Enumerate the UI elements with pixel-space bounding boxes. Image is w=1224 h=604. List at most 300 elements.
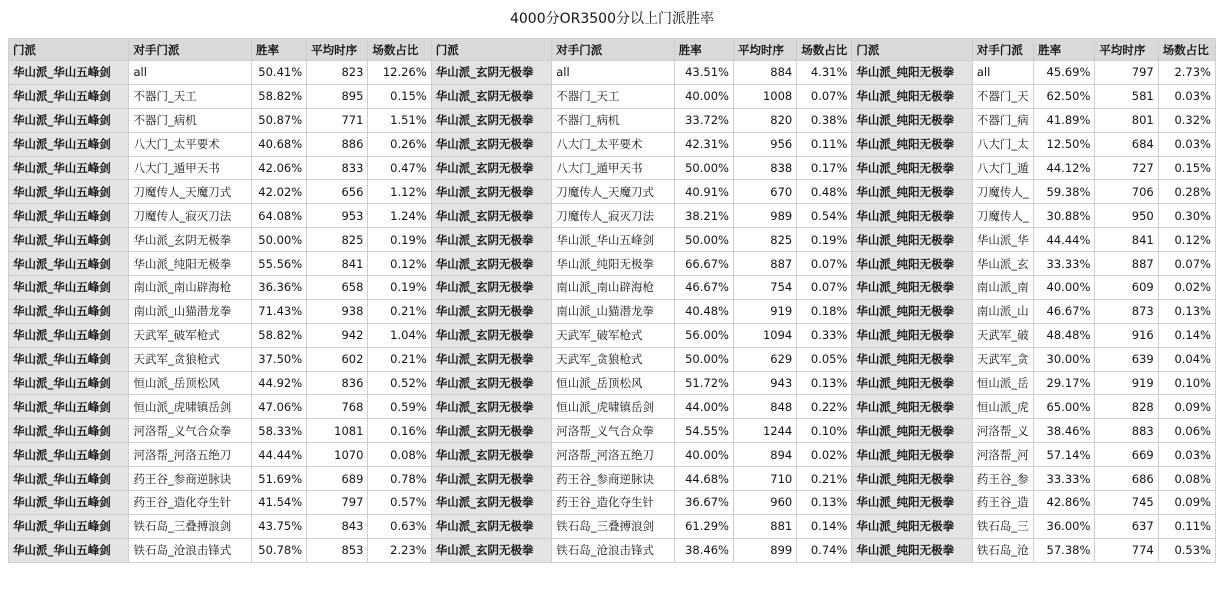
win-rate-cell: 57.38% — [1034, 538, 1095, 562]
share-cell: 0.18% — [797, 299, 852, 323]
sect-cell: 华山派_华山五峰剑 — [9, 371, 129, 395]
opponent-cell: 不器门_天 — [972, 84, 1033, 108]
win-rate-cell: 50.41% — [252, 61, 307, 85]
avg-time-cell: 774 — [1095, 538, 1158, 562]
win-rate-cell: 36.67% — [674, 491, 733, 515]
share-cell: 0.33% — [797, 323, 852, 347]
share-cell: 0.16% — [368, 419, 431, 443]
win-rate-cell: 51.69% — [252, 467, 307, 491]
opponent-cell: 河洛帮_义气合众拳 — [129, 419, 252, 443]
opponent-cell: 铁石岛_三叠搏浪剑 — [552, 514, 675, 538]
sect-cell: 华山派_华山五峰剑 — [9, 108, 129, 132]
sect-cell: 华山派_玄阴无极拳 — [431, 156, 551, 180]
avg-time-cell: 894 — [733, 443, 796, 467]
avg-time-cell: 895 — [307, 84, 368, 108]
win-rate-cell: 59.38% — [1034, 180, 1095, 204]
column-header[interactable]: 胜率 — [674, 39, 733, 61]
header-row — [9, 39, 1216, 61]
sect-cell: 华山派_纯阳无极拳 — [852, 395, 972, 419]
win-rate-cell: 50.00% — [674, 156, 733, 180]
win-rate-cell: 65.00% — [1034, 395, 1095, 419]
sect-cell: 华山派_玄阴无极拳 — [431, 61, 551, 85]
opponent-cell: 恒山派_岳顶松风 — [129, 371, 252, 395]
table-row — [9, 514, 1216, 538]
sect-cell: 华山派_玄阴无极拳 — [431, 419, 551, 443]
win-rate-cell: 56.00% — [674, 323, 733, 347]
opponent-cell: 华山派_纯阳无极拳 — [129, 252, 252, 276]
share-cell: 0.52% — [368, 371, 431, 395]
opponent-cell: 河洛帮_义 — [972, 419, 1033, 443]
opponent-cell: 南山派_山猫潜龙拳 — [552, 299, 675, 323]
opponent-cell: 南山派_南 — [972, 276, 1033, 300]
share-cell: 0.21% — [368, 347, 431, 371]
opponent-cell: 河洛帮_河 — [972, 443, 1033, 467]
share-cell: 0.19% — [368, 276, 431, 300]
sect-cell: 华山派_玄阴无极拳 — [431, 180, 551, 204]
win-rate-cell: 66.67% — [674, 252, 733, 276]
sect-cell: 华山派_华山五峰剑 — [9, 347, 129, 371]
table-row — [9, 84, 1216, 108]
share-cell: 0.02% — [797, 443, 852, 467]
opponent-cell: 天武军_破军枪式 — [552, 323, 675, 347]
win-rate-cell: 33.72% — [674, 108, 733, 132]
win-rate-cell: 46.67% — [674, 276, 733, 300]
win-rate-cell: 45.69% — [1034, 61, 1095, 85]
win-rate-cell: 41.54% — [252, 491, 307, 515]
sect-cell: 华山派_华山五峰剑 — [9, 323, 129, 347]
share-cell: 0.28% — [1158, 180, 1215, 204]
share-cell: 0.13% — [797, 491, 852, 515]
opponent-cell: 八大门_太平要术 — [129, 132, 252, 156]
opponent-cell: 八大门_遁 — [972, 156, 1033, 180]
avg-time-cell: 637 — [1095, 514, 1158, 538]
share-cell: 0.07% — [797, 276, 852, 300]
sect-cell: 华山派_玄阴无极拳 — [431, 467, 551, 491]
win-rate-cell: 50.00% — [674, 347, 733, 371]
win-rate-cell: 58.82% — [252, 323, 307, 347]
table-row — [9, 538, 1216, 562]
share-cell: 0.57% — [368, 491, 431, 515]
sect-cell: 华山派_华山五峰剑 — [9, 276, 129, 300]
sect-cell: 华山派_华山五峰剑 — [9, 443, 129, 467]
opponent-cell: 刀魔传人_天魔刀式 — [129, 180, 252, 204]
share-cell: 1.04% — [368, 323, 431, 347]
opponent-cell: 河洛帮_河洛五绝刀 — [129, 443, 252, 467]
avg-time-cell: 953 — [307, 204, 368, 228]
share-cell: 0.13% — [1158, 299, 1215, 323]
share-cell: 0.08% — [368, 443, 431, 467]
column-header[interactable]: 平均时序 — [1095, 39, 1158, 61]
avg-time-cell: 581 — [1095, 84, 1158, 108]
avg-time-cell: 916 — [1095, 323, 1158, 347]
opponent-cell: 天武军_破 — [972, 323, 1033, 347]
sect-cell: 华山派_华山五峰剑 — [9, 419, 129, 443]
avg-time-cell: 950 — [1095, 204, 1158, 228]
opponent-cell: 药王谷_参 — [972, 467, 1033, 491]
avg-time-cell: 899 — [733, 538, 796, 562]
sect-cell: 华山派_华山五峰剑 — [9, 514, 129, 538]
sect-cell: 华山派_纯阳无极拳 — [852, 276, 972, 300]
share-cell: 0.14% — [1158, 323, 1215, 347]
avg-time-cell: 884 — [733, 61, 796, 85]
sect-cell: 华山派_华山五峰剑 — [9, 204, 129, 228]
share-cell: 0.07% — [797, 252, 852, 276]
win-rate-cell: 36.36% — [252, 276, 307, 300]
share-cell: 0.07% — [797, 84, 852, 108]
column-header[interactable]: 平均时序 — [307, 39, 368, 61]
avg-time-cell: 727 — [1095, 156, 1158, 180]
opponent-cell: 恒山派_虎 — [972, 395, 1033, 419]
avg-time-cell: 602 — [307, 347, 368, 371]
sect-cell: 华山派_玄阴无极拳 — [431, 395, 551, 419]
opponent-cell: 南山派_南山辟海枪 — [552, 276, 675, 300]
win-rate-cell: 44.12% — [1034, 156, 1095, 180]
win-rate-cell: 58.82% — [252, 84, 307, 108]
win-rate-cell: 44.44% — [1034, 228, 1095, 252]
avg-time-cell: 841 — [307, 252, 368, 276]
win-rate-cell: 30.88% — [1034, 204, 1095, 228]
opponent-cell: 刀魔传人_寂灭刀法 — [129, 204, 252, 228]
avg-time-cell: 706 — [1095, 180, 1158, 204]
opponent-cell: 八大门_遁甲天书 — [552, 156, 675, 180]
share-cell: 0.06% — [1158, 419, 1215, 443]
opponent-cell: 华山派_华 — [972, 228, 1033, 252]
sect-cell: 华山派_纯阳无极拳 — [852, 228, 972, 252]
win-rate-cell: 41.89% — [1034, 108, 1095, 132]
win-rate-cell: 40.68% — [252, 132, 307, 156]
share-cell: 0.10% — [1158, 371, 1215, 395]
win-rate-cell: 40.91% — [674, 180, 733, 204]
opponent-cell: 药王谷_造化夺生针 — [552, 491, 675, 515]
avg-time-cell: 853 — [307, 538, 368, 562]
avg-time-cell: 1081 — [307, 419, 368, 443]
sect-cell: 华山派_纯阳无极拳 — [852, 180, 972, 204]
share-cell: 0.02% — [1158, 276, 1215, 300]
column-header[interactable]: 对手门派 — [129, 39, 252, 61]
opponent-cell: 华山派_华山五峰剑 — [552, 228, 675, 252]
column-header[interactable]: 场数占比 — [368, 39, 431, 61]
avg-time-cell: 825 — [733, 228, 796, 252]
opponent-cell: 刀魔传人_ — [972, 180, 1033, 204]
table-row — [9, 299, 1216, 323]
share-cell: 0.12% — [1158, 228, 1215, 252]
sect-cell: 华山派_纯阳无极拳 — [852, 61, 972, 85]
avg-time-cell: 841 — [1095, 228, 1158, 252]
opponent-cell: 恒山派_岳 — [972, 371, 1033, 395]
share-cell: 0.09% — [1158, 491, 1215, 515]
sect-cell: 华山派_玄阴无极拳 — [431, 443, 551, 467]
win-rate-cell: 44.92% — [252, 371, 307, 395]
share-cell: 0.47% — [368, 156, 431, 180]
share-cell: 0.22% — [797, 395, 852, 419]
column-header[interactable]: 对手门派 — [972, 39, 1033, 61]
share-cell: 0.74% — [797, 538, 852, 562]
avg-time-cell: 629 — [733, 347, 796, 371]
sect-cell: 华山派_纯阳无极拳 — [852, 132, 972, 156]
avg-time-cell: 689 — [307, 467, 368, 491]
column-header[interactable]: 胜率 — [252, 39, 307, 61]
sect-cell: 华山派_纯阳无极拳 — [852, 371, 972, 395]
win-rate-cell: 50.78% — [252, 538, 307, 562]
avg-time-cell: 919 — [733, 299, 796, 323]
sect-cell: 华山派_华山五峰剑 — [9, 84, 129, 108]
sect-cell: 华山派_玄阴无极拳 — [431, 228, 551, 252]
avg-time-cell: 836 — [307, 371, 368, 395]
avg-time-cell: 670 — [733, 180, 796, 204]
avg-time-cell: 686 — [1095, 467, 1158, 491]
sect-cell: 华山派_华山五峰剑 — [9, 395, 129, 419]
share-cell: 0.17% — [797, 156, 852, 180]
sect-cell: 华山派_华山五峰剑 — [9, 467, 129, 491]
share-cell: 0.78% — [368, 467, 431, 491]
share-cell: 0.32% — [1158, 108, 1215, 132]
opponent-cell: 药王谷_参商逆脉诀 — [552, 467, 675, 491]
table-row — [9, 132, 1216, 156]
share-cell: 0.30% — [1158, 204, 1215, 228]
avg-time-cell: 883 — [1095, 419, 1158, 443]
win-rate-cell: 61.29% — [674, 514, 733, 538]
share-cell: 2.23% — [368, 538, 431, 562]
sect-cell: 华山派_纯阳无极拳 — [852, 299, 972, 323]
opponent-cell: 不器门_病机 — [552, 108, 675, 132]
opponent-cell: 八大门_太 — [972, 132, 1033, 156]
win-rate-cell: 44.44% — [252, 443, 307, 467]
table-row — [9, 467, 1216, 491]
avg-time-cell: 823 — [307, 61, 368, 85]
win-rate-cell: 46.67% — [1034, 299, 1095, 323]
table-row — [9, 228, 1216, 252]
avg-time-cell: 1070 — [307, 443, 368, 467]
avg-time-cell: 801 — [1095, 108, 1158, 132]
sect-cell: 华山派_华山五峰剑 — [9, 538, 129, 562]
share-cell: 0.21% — [797, 467, 852, 491]
share-cell: 0.15% — [1158, 156, 1215, 180]
sect-cell: 华山派_玄阴无极拳 — [431, 538, 551, 562]
sect-cell: 华山派_玄阴无极拳 — [431, 371, 551, 395]
column-header[interactable]: 场数占比 — [1158, 39, 1215, 61]
win-rate-cell: 55.56% — [252, 252, 307, 276]
table-row — [9, 204, 1216, 228]
share-cell: 0.03% — [1158, 84, 1215, 108]
sect-cell: 华山派_华山五峰剑 — [9, 491, 129, 515]
column-header[interactable]: 对手门派 — [552, 39, 675, 61]
win-rate-cell: 71.43% — [252, 299, 307, 323]
column-header[interactable]: 门派 — [9, 39, 129, 61]
opponent-cell: all — [552, 61, 675, 85]
win-rate-cell: 47.06% — [252, 395, 307, 419]
opponent-cell: 铁石岛_沧浪击锋式 — [129, 538, 252, 562]
opponent-cell: 天武军_贪 — [972, 347, 1033, 371]
opponent-cell: 不器门_病机 — [129, 108, 252, 132]
opponent-cell: 铁石岛_沧 — [972, 538, 1033, 562]
table-row — [9, 395, 1216, 419]
table-row — [9, 323, 1216, 347]
win-rate-cell: 38.46% — [674, 538, 733, 562]
share-cell: 0.54% — [797, 204, 852, 228]
share-cell: 0.10% — [797, 419, 852, 443]
share-cell: 1.12% — [368, 180, 431, 204]
sect-cell: 华山派_玄阴无极拳 — [431, 84, 551, 108]
opponent-cell: 天武军_贪狼枪式 — [552, 347, 675, 371]
table-row — [9, 180, 1216, 204]
share-cell: 0.08% — [1158, 467, 1215, 491]
share-cell: 0.59% — [368, 395, 431, 419]
table-body — [9, 61, 1216, 563]
win-rate-cell: 50.00% — [674, 228, 733, 252]
avg-time-cell: 771 — [307, 108, 368, 132]
opponent-cell: 八大门_太平要术 — [552, 132, 675, 156]
win-rate-cell: 36.00% — [1034, 514, 1095, 538]
sect-cell: 华山派_玄阴无极拳 — [431, 514, 551, 538]
sect-cell: 华山派_玄阴无极拳 — [431, 323, 551, 347]
avg-time-cell: 609 — [1095, 276, 1158, 300]
share-cell: 0.63% — [368, 514, 431, 538]
sect-cell: 华山派_玄阴无极拳 — [431, 204, 551, 228]
page-title: 4000分OR3500分以上门派胜率 — [509, 11, 714, 27]
table-row — [9, 491, 1216, 515]
sect-cell: 华山派_华山五峰剑 — [9, 61, 129, 85]
table-row — [9, 61, 1216, 85]
opponent-cell: 天武军_破军枪式 — [129, 323, 252, 347]
sect-cell: 华山派_华山五峰剑 — [9, 156, 129, 180]
avg-time-cell: 943 — [733, 371, 796, 395]
share-cell: 0.48% — [797, 180, 852, 204]
opponent-cell: 刀魔传人_ — [972, 204, 1033, 228]
opponent-cell: 恒山派_虎啸镇岳剑 — [552, 395, 675, 419]
table-row — [9, 443, 1216, 467]
win-rate-cell: 40.00% — [674, 443, 733, 467]
opponent-cell: all — [972, 61, 1033, 85]
column-header[interactable]: 门派 — [852, 39, 972, 61]
share-cell: 0.11% — [1158, 514, 1215, 538]
sect-cell: 华山派_纯阳无极拳 — [852, 323, 972, 347]
win-rate-cell: 42.06% — [252, 156, 307, 180]
opponent-cell: 华山派_玄 — [972, 252, 1033, 276]
win-rate-cell: 62.50% — [1034, 84, 1095, 108]
share-cell: 0.11% — [797, 132, 852, 156]
sect-cell: 华山派_玄阴无极拳 — [431, 347, 551, 371]
column-header[interactable]: 门派 — [431, 39, 551, 61]
avg-time-cell: 825 — [307, 228, 368, 252]
opponent-cell: 河洛帮_河洛五绝刀 — [552, 443, 675, 467]
avg-time-cell: 838 — [733, 156, 796, 180]
opponent-cell: 铁石岛_沧浪击锋式 — [552, 538, 675, 562]
avg-time-cell: 656 — [307, 180, 368, 204]
win-rate-cell: 51.72% — [674, 371, 733, 395]
win-rate-cell: 42.02% — [252, 180, 307, 204]
win-rate-cell: 57.14% — [1034, 443, 1095, 467]
win-rate-cell: 48.48% — [1034, 323, 1095, 347]
avg-time-cell: 710 — [733, 467, 796, 491]
sect-cell: 华山派_玄阴无极拳 — [431, 299, 551, 323]
column-header[interactable]: 平均时序 — [733, 39, 796, 61]
avg-time-cell: 843 — [307, 514, 368, 538]
sect-cell: 华山派_玄阴无极拳 — [431, 491, 551, 515]
share-cell: 0.09% — [1158, 395, 1215, 419]
table-row — [9, 252, 1216, 276]
avg-time-cell: 820 — [733, 108, 796, 132]
avg-time-cell: 797 — [307, 491, 368, 515]
opponent-cell: 南山派_山猫潜龙拳 — [129, 299, 252, 323]
avg-time-cell: 886 — [307, 132, 368, 156]
win-rate-cell: 40.00% — [674, 84, 733, 108]
opponent-cell: 刀魔传人_寂灭刀法 — [552, 204, 675, 228]
avg-time-cell: 881 — [733, 514, 796, 538]
avg-time-cell: 828 — [1095, 395, 1158, 419]
win-rate-cell: 43.75% — [252, 514, 307, 538]
win-rate-cell: 40.48% — [674, 299, 733, 323]
share-cell: 0.19% — [368, 228, 431, 252]
column-header[interactable]: 场数占比 — [797, 39, 852, 61]
sect-cell: 华山派_纯阳无极拳 — [852, 467, 972, 491]
avg-time-cell: 956 — [733, 132, 796, 156]
avg-time-cell: 833 — [307, 156, 368, 180]
share-cell: 0.21% — [368, 299, 431, 323]
share-cell: 0.03% — [1158, 443, 1215, 467]
win-rate-cell: 38.46% — [1034, 419, 1095, 443]
share-cell: 0.38% — [797, 108, 852, 132]
table-row — [9, 347, 1216, 371]
opponent-cell: 不器门_天工 — [552, 84, 675, 108]
opponent-cell: all — [129, 61, 252, 85]
sect-cell: 华山派_纯阳无极拳 — [852, 252, 972, 276]
avg-time-cell: 754 — [733, 276, 796, 300]
opponent-cell: 华山派_玄阴无极拳 — [129, 228, 252, 252]
win-rate-cell: 29.17% — [1034, 371, 1095, 395]
win-rate-cell: 44.68% — [674, 467, 733, 491]
sect-cell: 华山派_纯阳无极拳 — [852, 347, 972, 371]
win-rate-cell: 30.00% — [1034, 347, 1095, 371]
share-cell: 4.31% — [797, 61, 852, 85]
avg-time-cell: 639 — [1095, 347, 1158, 371]
share-cell: 2.73% — [1158, 61, 1215, 85]
avg-time-cell: 658 — [307, 276, 368, 300]
win-rate-cell: 64.08% — [252, 204, 307, 228]
avg-time-cell: 873 — [1095, 299, 1158, 323]
sect-cell: 华山派_纯阳无极拳 — [852, 204, 972, 228]
share-cell: 0.07% — [1158, 252, 1215, 276]
sect-cell: 华山派_纯阳无极拳 — [852, 84, 972, 108]
share-cell: 0.03% — [1158, 132, 1215, 156]
opponent-cell: 药王谷_参商逆脉诀 — [129, 467, 252, 491]
opponent-cell: 南山派_山 — [972, 299, 1033, 323]
share-cell: 0.26% — [368, 132, 431, 156]
share-cell: 0.53% — [1158, 538, 1215, 562]
avg-time-cell: 797 — [1095, 61, 1158, 85]
opponent-cell: 南山派_南山辟海枪 — [129, 276, 252, 300]
avg-time-cell: 848 — [733, 395, 796, 419]
avg-time-cell: 989 — [733, 204, 796, 228]
share-cell: 1.51% — [368, 108, 431, 132]
sect-cell: 华山派_纯阳无极拳 — [852, 156, 972, 180]
share-cell: 0.15% — [368, 84, 431, 108]
win-rate-cell: 37.50% — [252, 347, 307, 371]
column-header[interactable]: 胜率 — [1034, 39, 1095, 61]
win-rate-cell: 58.33% — [252, 419, 307, 443]
opponent-cell: 恒山派_岳顶松风 — [552, 371, 675, 395]
opponent-cell: 药王谷_造 — [972, 491, 1033, 515]
opponent-cell: 天武军_贪狼枪式 — [129, 347, 252, 371]
win-rate-cell: 42.86% — [1034, 491, 1095, 515]
avg-time-cell: 669 — [1095, 443, 1158, 467]
share-cell: 1.24% — [368, 204, 431, 228]
share-cell: 0.13% — [797, 371, 852, 395]
sect-cell: 华山派_纯阳无极拳 — [852, 538, 972, 562]
table-row — [9, 156, 1216, 180]
win-rate-cell: 33.33% — [1034, 467, 1095, 491]
share-cell: 12.26% — [368, 61, 431, 85]
win-rate-cell: 38.21% — [674, 204, 733, 228]
